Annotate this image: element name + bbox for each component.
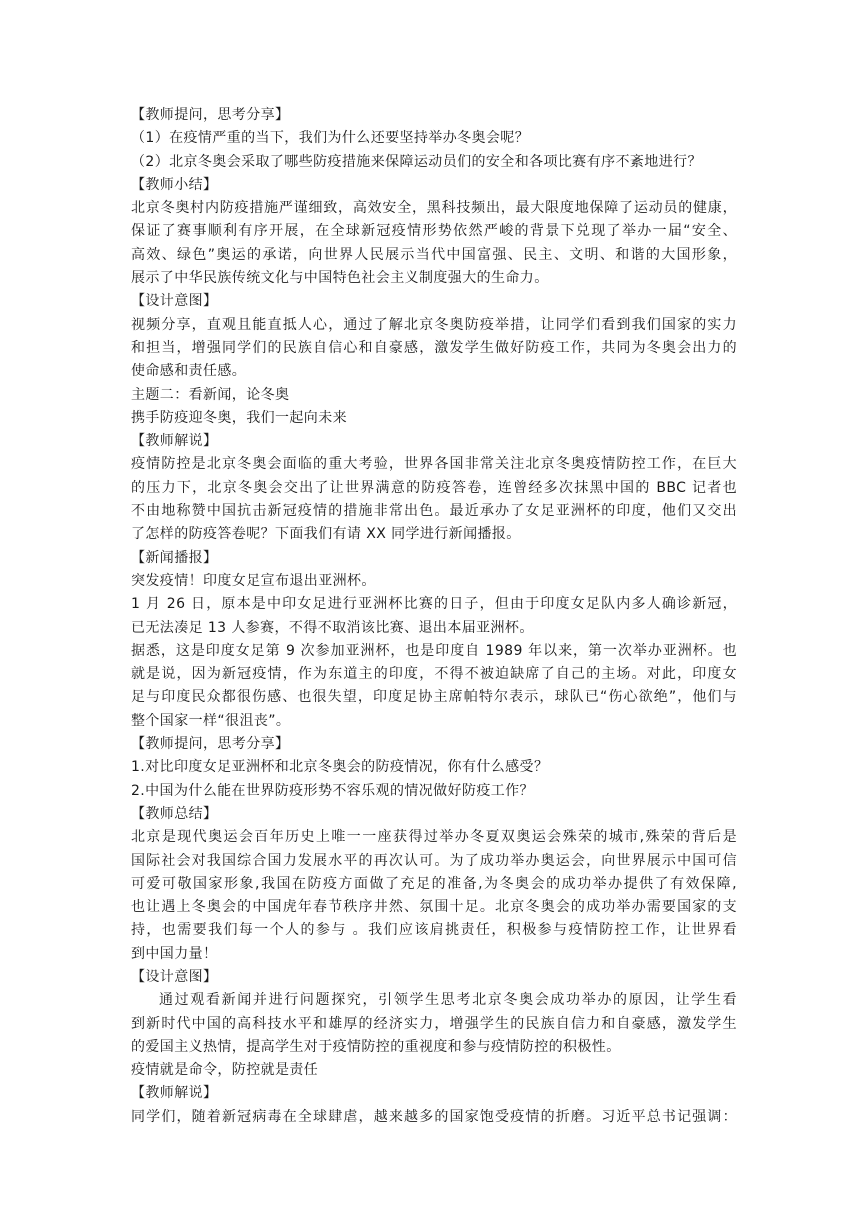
text-line: 展示了中华民族传统文化与中国特色社会主义制度强大的生命力。 (131, 270, 549, 287)
text-line: 通过观看新闻并进行问题探究，引领学生思考北京冬奥会成功举办的原因，让学生看 (159, 992, 737, 1009)
text-line: 携手防疫迎冬奥，我们一起向未来 (131, 409, 347, 426)
text-line: 不由地称赞中国抗击新冠疫情的措施非常出色。最近承办了女足亚洲杯的印度，他们又交出 (131, 503, 737, 520)
text-line: 视频分享，直观且能直抵人心，通过了解北京冬奥防疫举措，让同学们看到我们国家的实力 (131, 316, 737, 333)
text-line: 【教师解说】 (131, 1085, 218, 1102)
text-line: 【教师解说】 (131, 433, 218, 450)
text-line: 国际社会对我国综合国力发展水平的再次认可。为了成功举办奥运会，向世界展示中国可信 (131, 852, 737, 869)
text-line: 【设计意图】 (131, 968, 218, 985)
text-line: 【新闻播报】 (131, 549, 218, 566)
text-line: 持，也需要我们每一个人的参与 。我们应该肩挑责任，积极参与疫情防控工作，让世界看 (131, 922, 737, 939)
text-line: 据悉，这是印度女足第 9 次参加亚洲杯，也是印度自 1989 年以来，第一次举办亚洲杯。也 (131, 642, 737, 659)
text-line: 保证了赛事顺利有序开展，在全球新冠疫情形势依然严峻的背景下兑现了举办一届“安全、 (131, 223, 737, 240)
text-line: 的爱国主义热情，提高学生对于疫情防控的重视度和参与疫情防控的积极性。 (131, 1038, 621, 1055)
text-line: 【教师提问，思考分享】 (131, 736, 290, 753)
text-line: （2）北京冬奥会采取了哪些防疫措施来保障运动员们的安全和各项比赛有序不紊地进行？ (131, 153, 702, 170)
text-line: 2.中国为什么能在世界防疫形势不容乐观的情况做好防疫工作？ (131, 782, 534, 799)
text-line: 北京冬奥村内防疫措施严谨细致，高效安全，黑科技频出，最大限度地保障了运动员的健康， (131, 200, 737, 217)
text-line: 使命感和责任感。 (131, 363, 247, 380)
text-line: 足与印度民众都很伤感、也很失望，印度足协主席帕特尔表示，球队已“伤心欲绝”，他们与 (131, 689, 737, 706)
text-line: 已无法凑足 13 人参赛，不得不取消该比赛、退出本届亚洲杯。 (131, 619, 534, 636)
text-line: 疫情防控是北京冬奥会面临的重大考验，世界各国非常关注北京冬奥疫情防控工作，在巨大 (131, 456, 737, 473)
text-line: 可爱可敬国家形象,我国在防疫方面做了充足的准备,为冬奥会的成功举办提供了有效保障, (131, 875, 737, 892)
text-line: 主题二：看新闻，论冬奥 (131, 386, 290, 403)
text-line: 到中国力量！ (131, 945, 218, 962)
text-line: 了怎样的防疫答卷呢？下面我们有请 XX 同学进行新闻播报。 (131, 526, 521, 543)
text-line: 到新时代中国的高科技水平和雄厚的经济实力，增强学生的民族自信力和自豪感，激发学生 (131, 1015, 737, 1032)
text-line: 疫情就是命令，防控就是责任 (131, 1062, 319, 1079)
text-line: 【教师提问，思考分享】 (131, 107, 290, 123)
text-line: 就是说，因为新冠疫情，作为东道主的印度，不得不被迫缺席了自己的主场。对此，印度女 (131, 666, 737, 683)
text-line: 同学们，随着新冠病毒在全球肆虐，越来越多的国家饱受疫情的折磨。习近平总书记强调： (131, 1108, 737, 1125)
text-line: 和担当，增强同学们的民族自信心和自豪感，激发学生做好防疫工作，共同为冬奥会出力的 (131, 339, 737, 356)
text-line: （1）在疫情严重的当下，我们为什么还要坚持举办冬奥会呢？ (131, 130, 530, 147)
text-line: 【教师总结】 (131, 805, 218, 822)
text-line: 整个国家一样“很沮丧”。 (131, 712, 291, 729)
text-line: 的压力下，北京冬奥会交出了让世界满意的防疫答卷，连曾经多次抹黑中国的 BBC 记者也 (131, 479, 737, 496)
text-line: 1.对比印度女足亚洲杯和北京冬奥会的防疫情况，你有什么感受？ (131, 759, 549, 776)
text-line: 也让遇上冬奥会的中国虎年春节秩序井然、氛围十足。北京冬奥会的成功举办需要国家的支 (131, 899, 737, 916)
document-page (131, 104, 737, 1129)
text-line: 北京是现代奥运会百年历史上唯一一座获得过举办冬夏双奥运会殊荣的城市,殊荣的背后是 (131, 829, 737, 846)
text-line: 【设计意图】 (131, 293, 218, 310)
text-line: 突发疫情！印度女足宣布退出亚洲杯。 (131, 572, 376, 589)
text-line: 1 月 26 日，原本是中印女足进行亚洲杯比赛的日子，但由于印度女足队内多人确诊新冠， (131, 596, 737, 613)
text-line: 【教师小结】 (131, 176, 218, 193)
text-line: 高效、绿色”奥运的承诺，向世界人民展示当代中国富强、民主、文明、和谐的大国形象， (131, 246, 737, 263)
